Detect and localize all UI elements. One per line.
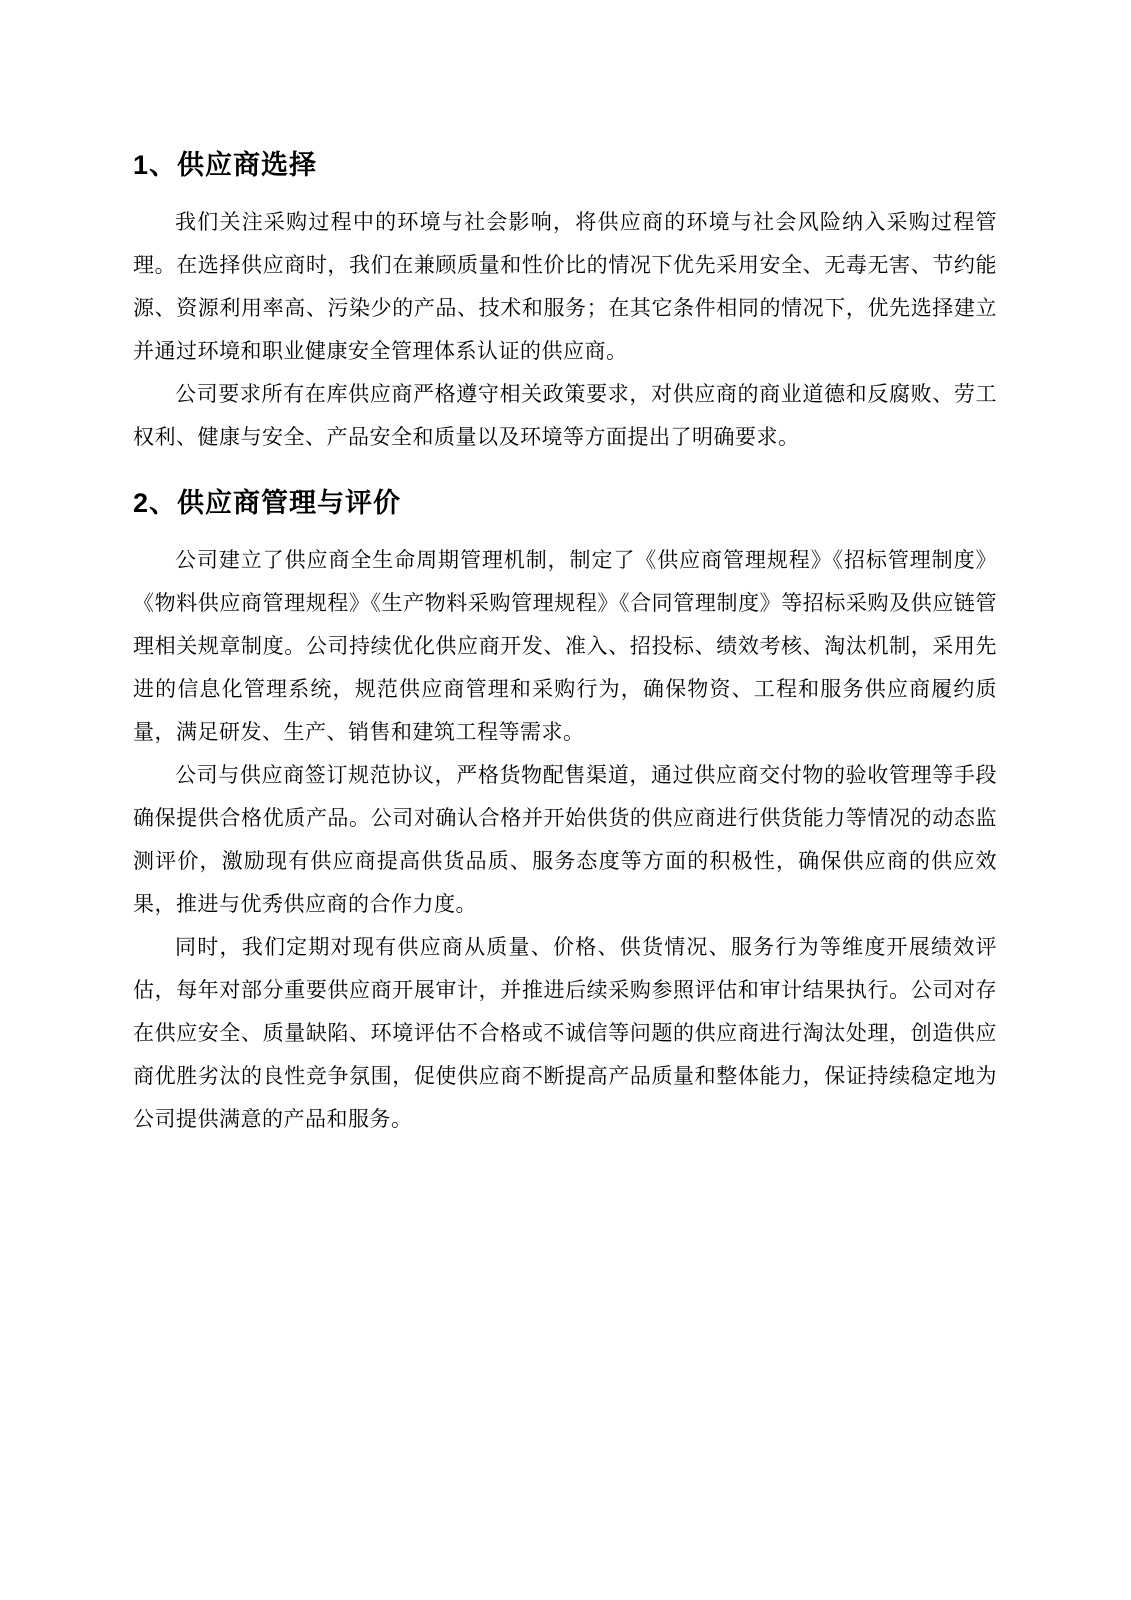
paragraph-supply-agreement-monitoring: 公司与供应商签订规范协议，严格货物配售渠道，通过供应商交付物的验收管理等手段确保提供合格优质产品。公司对确认合格并开始供货的供应商进行供货能力等情况的动态监测评价，激励现有供应商提高供货品质、服务态度等方面的积极性，确保供应商的供应效果，推进与优秀供应商的合作力度。 [133,764,997,916]
section-supplier-selection [133,145,997,459]
paragraph-lifecycle-management: 公司建立了供应商全生命周期管理机制，制定了《供应商管理规程》《招标管理制度》《物料供应商管理规程》《生产物料采购管理规程》《合同管理制度》等招标采购及供应链管理相关规章制度。公司持续优化供应商开发、准入、招投标、绩效考核、淘汰机制，采用先进的信息化管理系统，规范供应商管理和采购行为，确保物资、工程和服务供应商履约质量，满足研发、生产、销售和建筑工程等需求。 [133,549,997,744]
heading-supplier-selection: 1、供应商选择 [133,150,318,180]
heading-supplier-management-evaluation: 2、供应商管理与评价 [133,488,402,518]
paragraph-procurement-environment: 我们关注采购过程中的环境与社会影响，将供应商的环境与社会风险纳入采购过程管理。在选择供应商时，我们在兼顾质量和性价比的情况下优先采用安全、无毒无害、节约能源、资源利用率高、污染少的产品、技术和服务；在其它条件相同的情况下，优先选择建立并通过环境和职业健康安全管理体系认证的供应商。 [133,211,997,363]
section-supplier-management-evaluation [133,483,997,1141]
paragraph-performance-evaluation-audit: 同时，我们定期对现有供应商从质量、价格、供货情况、服务行为等维度开展绩效评估，每年对部分重要供应商开展审计，并推进后续采购参照评估和审计结果执行。公司对存在供应安全、质量缺陷、环境评估不合格或不诚信等问题的供应商进行淘汰处理，创造供应商优胜劣汰的良性竞争氛围，促使供应商不断提高产品质量和整体能力，保证持续稳定地为公司提供满意的产品和服务。 [133,936,997,1131]
paragraph-supplier-policy-requirements: 公司要求所有在库供应商严格遵守相关政策要求，对供应商的商业道德和反腐败、劳工权利、健康与安全、产品安全和质量以及环境等方面提出了明确要求。 [133,383,997,449]
